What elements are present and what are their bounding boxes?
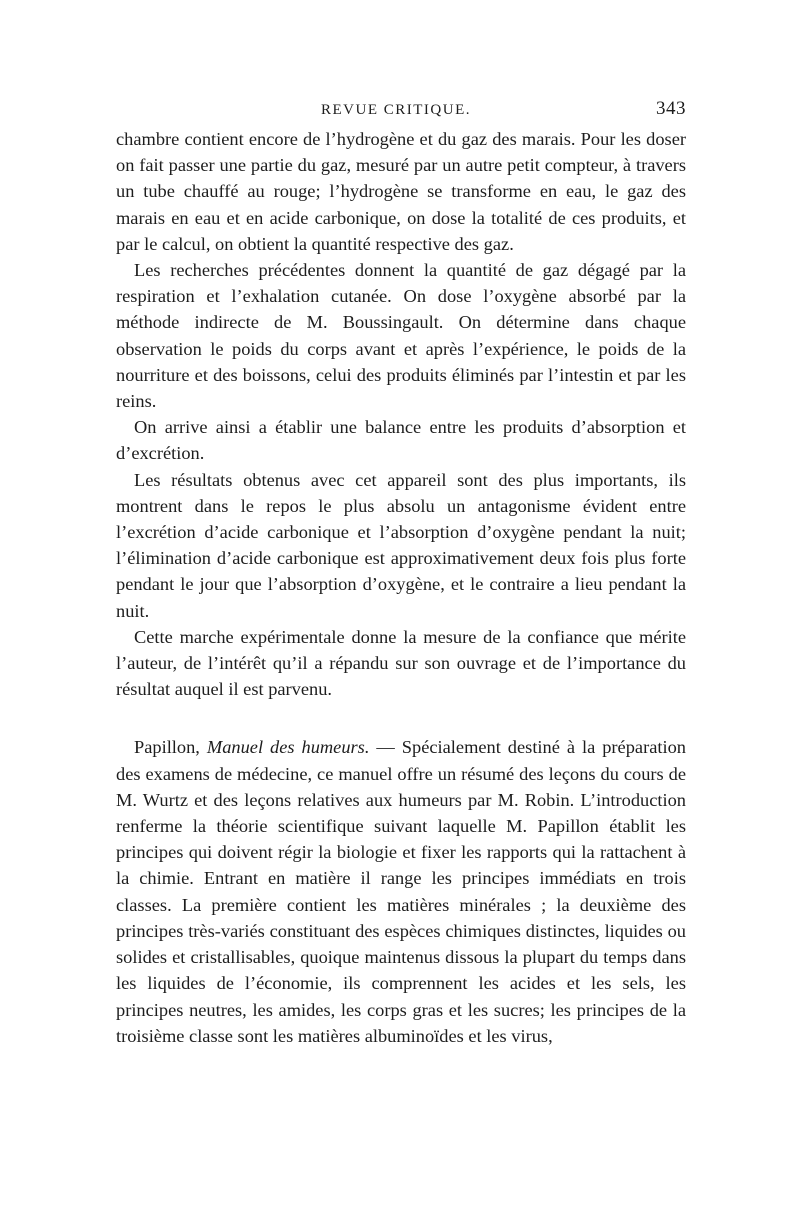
review-book-title: Manuel des humeurs. [206, 737, 370, 758]
paragraph-continuation: chambre contient encore de l’hydrogène et du gaz des marais. Pour les doser on fait passer une partie du gaz, mesuré par un autre petit compteur, à travers un tube chauffé au rouge; l’hydrogène se transforme en eau, le gaz des marais en eau et en acide carbonique, on dose la totalité de ces produits, et par le calcul, on obtient la quantité respective des gaz. [116, 129, 686, 254]
paragraph: Cette marche expérimentale donne la mesure de la confiance que mérite l’auteur, de l’intérêt qu’il a répandu sur son ouvrage et de l’importance du résultat auquel il est parvenu. [116, 626, 686, 700]
body-text [116, 126, 686, 1049]
paragraph: Les recherches précédentes donnent la quantité de gaz dégagé par la respiration et l’exhalation cutanée. On dose l’oxygène absorbé par la méthode indirecte de M. Boussingault. On détermine dans chaque observation le poids du corps avant et après l’expérience, le poids de la nourriture et des boissons, celui des produits éliminés par l’intestin et par les reins. [116, 260, 686, 412]
review-paragraph [116, 734, 686, 1048]
section-gap [116, 702, 686, 734]
review-text: — Spécialement destiné à la préparation des examens de médecine, ce manuel offre un résumé des leçons du cours de M. Wurtz et des leçons relatives aux humeurs par M. Robin. L’introduction renferme la théorie scientifique suivant laquelle M. Papillon établit les principes qui doivent régir la biologie et fixer les rapports qui la rattachent à la chimie. Entrant en matière il range les principes immédiats en trois classes. La première contient les matières minérales ; la deuxième des principes très-variés constituant des espèces chimiques distinctes, liquides ou solides et cristallisables, quoique maintenus dissous la plupart du temps dans les liquides de l’économie, ils comprennent les acides et les sels, les principes neutres, les amides, les corps gras et les sucres; les principes de la troisième classe sont les matières albuminoïdes et les virus, [116, 737, 686, 1046]
page-number: 343 [656, 98, 686, 119]
book-page [116, 96, 686, 1049]
running-title: REVUE CRITIQUE. [321, 102, 471, 118]
paragraph: On arrive ainsi a établir une balance entre les produits d’absorption et d’excrétion. [116, 417, 686, 464]
paragraph: Les résultats obtenus avec cet appareil sont des plus importants, ils montrent dans le repos le plus absolu un antagonisme évident entre l’excrétion d’acide carbonique et l’absorption d’oxygène pendant la nuit; l’élimination d’acide carbonique est approximativement deux fois plus forte pendant le jour que l’absorption d’oxygène, et le contraire a lieu pendant la nuit. [116, 469, 686, 621]
review-author: Papillon, [134, 737, 200, 758]
running-head [116, 96, 686, 126]
